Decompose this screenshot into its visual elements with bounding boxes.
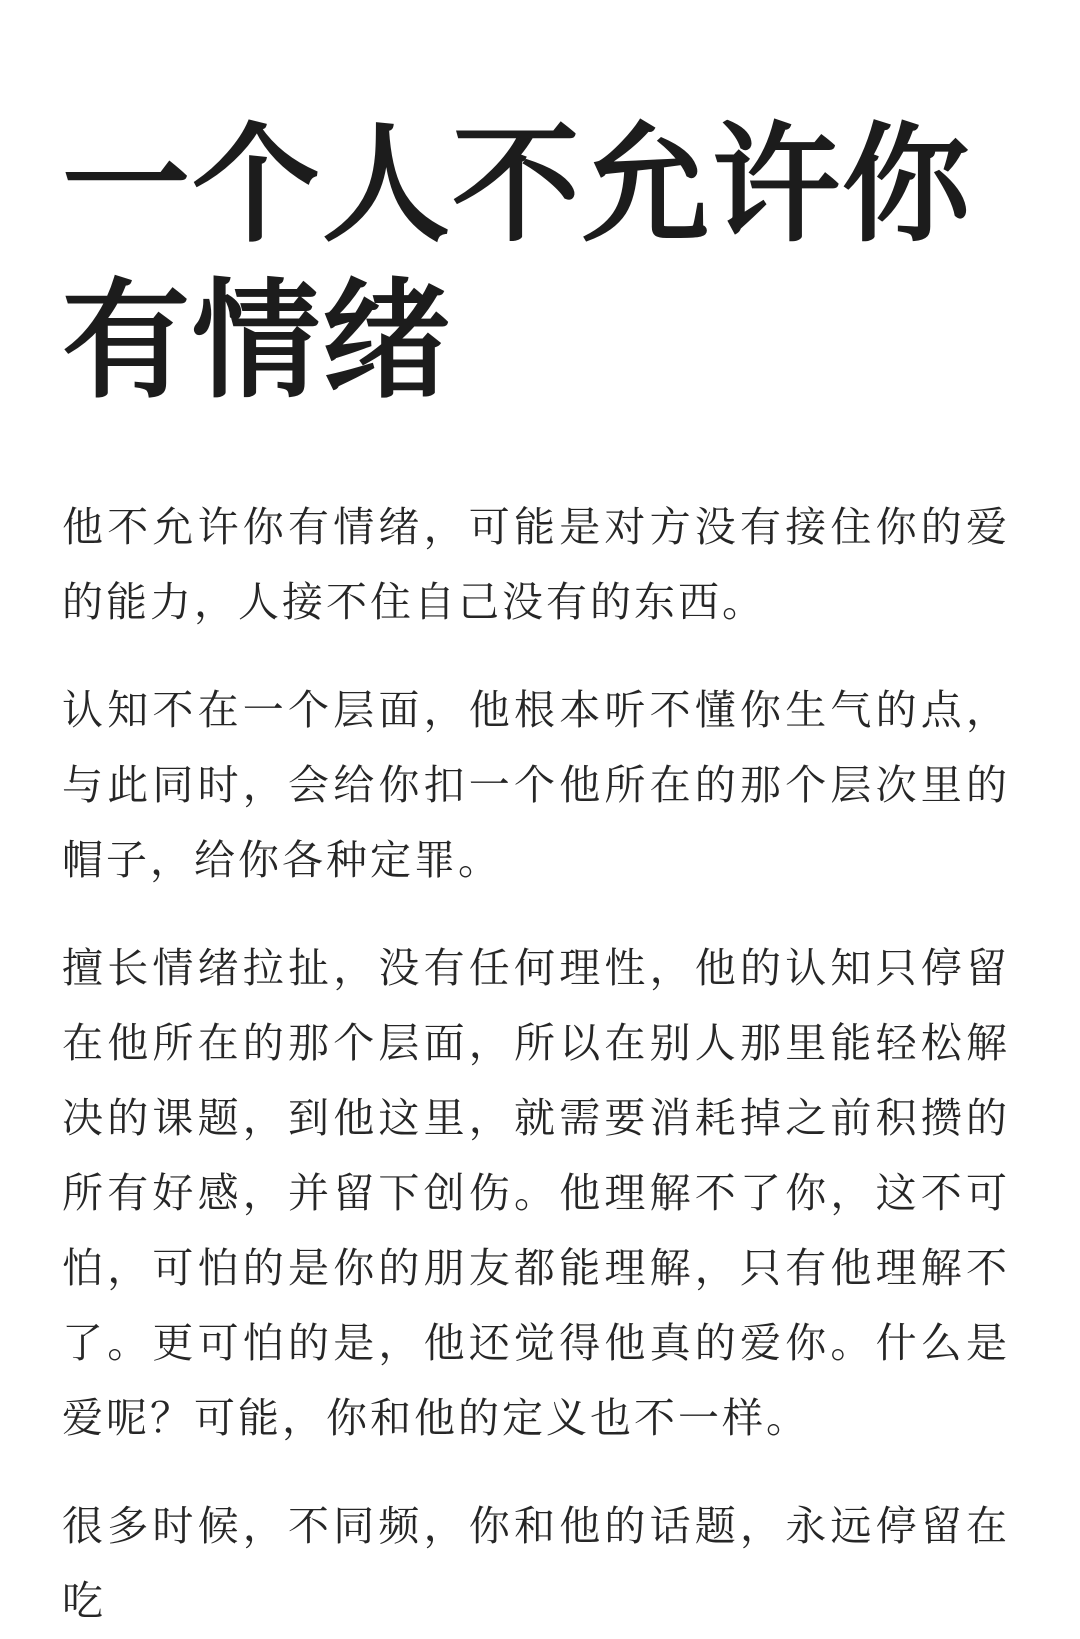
paragraph-4: 很多时候，不同频，你和他的话题，永远停留在吃 [62,1502,1010,1625]
paragraph-2: 认知不在一个层面，他根本听不懂你生气的点，与此同时，会给你扣一个他所在的那个层次里的帽子，给你各种定罪。 [62,686,1010,884]
paragraph-1: 他不允许你有情绪，可能是对方没有接住你的爱的能力，人接不住自己没有的东西。 [62,503,1010,626]
article-title: 一个人不允许你有情绪 [62,111,973,416]
paragraph-3: 擅长情绪拉扯，没有任何理性，他的认知只停留在他所在的那个层面，所以在别人那里能轻松解决的课题，到他这里，就需要消耗掉之前积攒的所有好感，并留下创伤。他理解不了你，这不可怕，可怕的是你的朋友都能理解，只有他理解不了。更可怕的是，他还觉得他真的爱你。什么是爱呢？可能，你和他的定义也不一样。 [62,944,1010,1442]
article-body [62,490,1010,1639]
